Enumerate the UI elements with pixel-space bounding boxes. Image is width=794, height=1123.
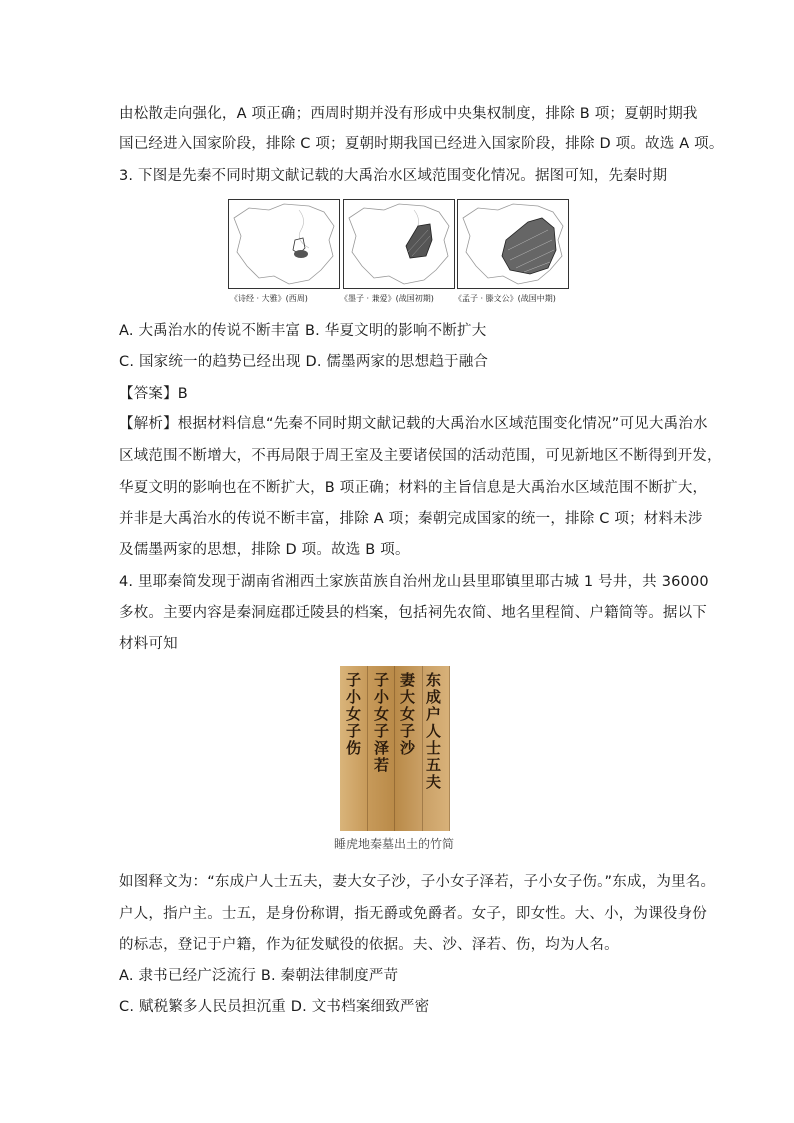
map-figure — [228, 199, 567, 307]
explanation-line: 如图释文为：“东成户人士五夫，妻大女子沙，子小女子泽若，子小女子伤。”东成，为里名。 — [119, 874, 716, 890]
question-4-options-ab: A. 隶书已经广泛流行 B. 秦朝法律制度严苛 — [119, 968, 399, 984]
slip-text: 子小女子伤 — [344, 672, 362, 757]
question-4-options-cd: C. 赋税繁多人民员担沉重 D. 文书档案细致严密 — [119, 999, 430, 1015]
question-3-options-ab: A. 大禹治水的传说不断丰富 B. 华夏文明的影响不断扩大 — [119, 323, 487, 339]
slip-text: 妻大女子沙 — [398, 672, 416, 757]
map-western-zhou — [228, 199, 340, 289]
analysis-line: 【解析】根据材料信息“先秦不同时期文献记载的大禹治水区域范围变化情况”可见大禹治水 — [119, 416, 708, 432]
explanation-line: 的标志，登记于户籍，作为征发赋役的依据。夫、沙、泽若、伤，均为人名。 — [119, 937, 619, 953]
question-3-stem: 3. 下图是先秦不同时期文献记载的大禹治水区域范围变化情况。据图可知，先秦时期 — [119, 168, 668, 184]
analysis-line: 及儒墨两家的思想，排除 D 项。故选 B 项。 — [119, 542, 410, 558]
analysis-line: 并非是大禹治水的传说不断丰富，排除 A 项；秦朝完成国家的统一，排除 C 项；材料未涉 — [119, 511, 703, 527]
answer-label: 【答案】B — [119, 386, 188, 402]
text-line: 由松散走向强化，A 项正确；西周时期并没有形成中央集权制度，排除 B 项；夏朝时期我 — [119, 106, 698, 122]
map-early-warring-states — [343, 199, 455, 289]
slip-text: 子小女子泽若 — [372, 672, 390, 774]
slip-text: 东成户人士五夫 — [424, 672, 442, 791]
analysis-line: 区域范围不断增大，不再局限于周王室及主要诸侯国的活动范围，可见新地区不断得到开发， — [119, 448, 722, 464]
question-3-options-cd: C. 国家统一的趋势已经出现 D. 儒墨两家的思想趋于融合 — [119, 354, 489, 370]
question-4-stem: 4. 里耶秦简发现于湖南省湘西土家族苗族自治州龙山县里耶镇里耶古城 1 号井，共 36000 — [119, 574, 709, 590]
map-caption: 《诗经 · 大雅》(西周) — [230, 294, 308, 303]
map-mid-warring-states — [457, 199, 569, 289]
map-caption: 《孟子 · 滕文公》(战国中期) — [454, 294, 556, 303]
question-4-stem: 多枚。主要内容是秦洞庭郡迁陵县的档案，包括祠先农简、地名里程简、户籍简等。据以下 — [119, 605, 707, 621]
question-4-stem: 材料可知 — [119, 636, 178, 652]
text-line: 国已经进入国家阶段，排除 C 项；夏朝时期我国已经进入国家阶段，排除 D 项。故选 A 项。 — [119, 136, 724, 152]
analysis-line: 华夏文明的影响也在不断扩大，B 项正确；材料的主旨信息是大禹治水区域范围不断扩大， — [119, 480, 708, 496]
explanation-line: 户人，指户主。士五，是身份称谓，指无爵或免爵者。女子，即女性。大、小，为课役身份 — [119, 906, 707, 922]
map-caption: 《墨子 · 兼爱》(战国初期) — [340, 294, 434, 303]
bamboo-slip-photo — [340, 666, 450, 831]
photo-caption: 睡虎地秦墓出土的竹简 — [334, 837, 455, 851]
